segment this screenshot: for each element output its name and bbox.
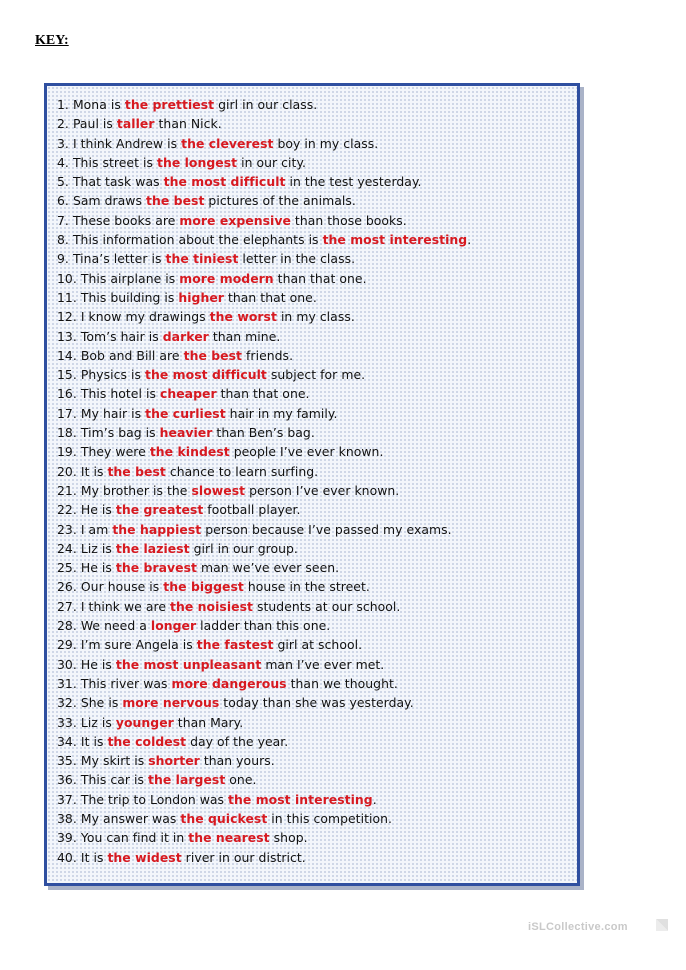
sentence-start: I’m sure Angela is [80,637,197,653]
item-number: 20. [57,463,77,479]
sentence-start: He is [80,502,116,518]
answer-text: longer [150,618,197,634]
answer-text: the biggest [163,579,244,595]
answer-item [57,577,571,596]
answer-item [57,462,571,481]
sentence-start: These books are [72,212,180,228]
answer-text: the bravest [115,560,198,576]
answer-item [57,134,571,153]
item-number: 37. [57,791,77,807]
answer-text: the worst [209,309,277,325]
item-number: 6. [57,193,69,209]
answer-text: younger [115,714,174,730]
sentence-start: Tina’s letter is [72,251,166,267]
answer-text: darker [162,328,209,344]
answer-item [57,500,571,519]
answer-item [57,732,571,751]
answer-text: more nervous [122,695,220,711]
sentence-end: girl in our class. [214,97,318,112]
sentence-start: You can find it in [80,830,189,846]
sentence-end: girl at school. [273,637,363,653]
sentence-end: in this competition. [267,810,392,826]
sentence-end: hair in my family. [225,405,338,421]
answer-item [57,828,571,847]
sentence-start: He is [80,656,116,672]
answer-item [57,172,571,191]
sentence-start: My skirt is [80,753,149,769]
page-corner-icon [655,918,669,932]
sentence-start: This building is [80,289,179,305]
sentence-start: That task was [72,174,164,190]
answer-item [57,674,571,693]
answer-text: more modern [179,270,274,286]
answer-text: the best [145,193,205,209]
sentence-start: I am [80,521,113,537]
sentence-end: today than she was yesterday. [219,695,414,711]
item-number: 10. [57,270,77,286]
item-number: 1. [57,97,69,112]
answer-text: the cleverest [181,135,274,151]
answer-text: the best [107,463,166,479]
sentence-end: letter in the class. [238,251,356,267]
answer-item [57,230,571,249]
item-number: 15. [57,367,77,383]
answer-item [57,346,571,365]
item-number: 23. [57,521,77,537]
sentence-end: . [372,791,377,807]
answer-text: the most difficult [145,367,267,383]
sentence-end: person because I’ve passed my exams. [201,521,452,537]
answer-item [57,655,571,674]
sentence-end: people I’ve ever known. [229,444,384,460]
sentence-end: than that one. [216,386,310,402]
sentence-start: This river was [80,675,172,691]
sentence-end: river in our district. [181,849,306,865]
answer-text: the longest [156,154,238,170]
item-number: 21. [57,482,77,498]
item-number: 40. [57,849,77,865]
sentence-end: house in the street. [243,579,370,595]
sentence-end: than Nick. [154,116,222,132]
answer-item [57,848,571,867]
sentence-start: This airplane is [80,270,180,286]
sentence-start: Liz is [80,714,116,730]
sentence-end: than that one. [273,270,367,286]
answer-item [57,153,571,172]
sentence-start: We need a [80,618,151,634]
sentence-start: Mona is [72,97,125,112]
sentence-start: It is [80,849,108,865]
sentence-start: It is [80,463,108,479]
sentence-start: My hair is [80,405,146,421]
sentence-end: pictures of the animals. [204,193,356,209]
item-number: 29. [57,637,77,653]
sentence-start: This car is [80,772,148,788]
item-number: 32. [57,695,77,711]
item-number: 12. [57,309,77,325]
answer-text: slowest [191,482,246,498]
item-number: 18. [57,425,77,441]
sentence-end: than those books. [290,212,407,228]
sentence-end: day of the year. [186,733,289,749]
item-number: 22. [57,502,77,518]
sentence-start: I think we are [80,598,170,614]
answer-text: the nearest [188,830,270,846]
sentence-start: Sam draws [72,193,146,209]
sentence-start: He is [80,560,116,576]
sentence-start: Liz is [80,540,116,556]
sentence-start: The trip to London was [80,791,229,807]
answer-item [57,365,571,384]
answer-text: the fastest [196,637,274,653]
answer-text: the laziest [115,540,190,556]
answer-item [57,211,571,230]
key-title: KEY: [35,33,69,48]
item-number: 7. [57,212,69,228]
answer-item [57,597,571,616]
sentence-end: ladder than this one. [196,618,331,634]
sentence-end: in the test yesterday. [285,174,422,190]
sentence-start: This information about the elephants is [72,232,323,248]
answer-text: the greatest [115,502,204,518]
sentence-start: She is [80,695,123,711]
sentence-end: man we’ve ever seen. [197,560,340,576]
sentence-end: than yours. [199,753,275,769]
answer-item [57,404,571,423]
sentence-start: Paul is [72,116,117,132]
answer-text: the most interesting [322,232,468,248]
answer-text: cheaper [159,386,217,402]
sentence-start: They were [80,444,150,460]
answer-text: taller [116,116,155,132]
item-number: 5. [57,174,69,190]
answer-text: heavier [159,425,213,441]
answer-text: higher [178,289,224,305]
answer-item [57,288,571,307]
answer-item [57,307,571,326]
answer-item [57,770,571,789]
sentence-start: This street is [72,154,157,170]
answer-item [57,558,571,577]
item-number: 14. [57,347,77,363]
item-number: 3. [57,135,69,151]
answer-item [57,327,571,346]
answer-item [57,713,571,732]
answer-item [57,693,571,712]
item-number: 4. [57,154,69,170]
sentence-start: I know my drawings [80,309,210,325]
answer-text: shorter [148,753,200,769]
sentence-end: than we thought. [286,675,398,691]
answer-text: the coldest [107,733,187,749]
item-number: 36. [57,772,77,788]
item-number: 8. [57,232,69,248]
watermark: iSLCollective.com [528,921,628,933]
sentence-end: man I’ve ever met. [261,656,385,672]
sentence-start: It is [80,733,108,749]
item-number: 13. [57,328,77,344]
item-number: 39. [57,830,77,846]
answer-item [57,423,571,442]
item-number: 30. [57,656,77,672]
answer-text: the most interesting [228,791,373,807]
answer-text: the most difficult [163,174,286,190]
sentence-end: boy in my class. [273,135,379,151]
sentence-start: Tim’s bag is [80,425,160,441]
answer-text: the happiest [112,521,202,537]
sentence-end: in my class. [276,309,355,325]
answer-text: the most unpleasant [115,656,262,672]
answer-item [57,95,571,114]
answer-text: the prettiest [124,97,215,112]
answer-item [57,539,571,558]
answer-text: the curliest [145,405,226,421]
item-number: 26. [57,579,77,595]
answer-key-box [44,83,580,886]
answer-item [57,520,571,539]
item-number: 31. [57,675,77,691]
answer-item [57,384,571,403]
answer-item [57,249,571,268]
sentence-end: than that one. [223,289,317,305]
answer-item [57,751,571,770]
sentence-start: This hotel is [80,386,160,402]
answer-text: the kindest [149,444,230,460]
sentence-start: Tom’s hair is [80,328,163,344]
answer-list [57,95,571,867]
sentence-end: than Mary. [173,714,244,730]
answer-item [57,790,571,809]
answer-text: the largest [148,772,226,788]
item-number: 11. [57,289,77,305]
item-number: 19. [57,444,77,460]
sentence-end: girl in our group. [189,540,298,556]
sentence-end: chance to learn surfing. [165,463,319,479]
sentence-start: My brother is the [80,482,192,498]
answer-text: the widest [107,849,182,865]
item-number: 2. [57,116,69,132]
sentence-end: one. [225,772,257,788]
answer-text: the noisiest [170,598,253,614]
item-number: 9. [57,251,69,267]
answer-item [57,635,571,654]
item-number: 35. [57,753,77,769]
sentence-start: I think Andrew is [72,135,182,151]
item-number: 33. [57,714,77,730]
item-number: 16. [57,386,77,402]
sentence-end: students at our school. [252,598,401,614]
sentence-start: Bob and Bill are [80,347,184,363]
item-number: 34. [57,733,77,749]
answer-item [57,442,571,461]
answer-text: more expensive [179,212,291,228]
answer-item [57,809,571,828]
sentence-start: Physics is [80,367,146,383]
sentence-end: subject for me. [266,367,366,383]
sentence-start: My answer was [80,810,181,826]
answer-item [57,269,571,288]
item-number: 17. [57,405,77,421]
item-number: 27. [57,598,77,614]
answer-text: the best [183,347,243,363]
answer-text: the quickest [180,810,268,826]
item-number: 28. [57,618,77,634]
sentence-end: football player. [203,502,301,518]
sentence-end: person I’ve ever known. [245,482,400,498]
sentence-end: . [467,232,472,248]
item-number: 24. [57,540,77,556]
sentence-end: shop. [269,830,308,846]
item-number: 25. [57,560,77,576]
answer-item [57,616,571,635]
sentence-end: than mine. [208,328,281,344]
sentence-end: friends. [242,347,294,363]
answer-item [57,114,571,133]
answer-item [57,481,571,500]
answer-text: more dangerous [171,675,287,691]
item-number: 38. [57,810,77,826]
sentence-end: than Ben’s bag. [212,425,315,441]
sentence-start: Our house is [80,579,164,595]
sentence-end: in our city. [237,154,307,170]
answer-item [57,191,571,210]
answer-text: the tiniest [165,251,239,267]
